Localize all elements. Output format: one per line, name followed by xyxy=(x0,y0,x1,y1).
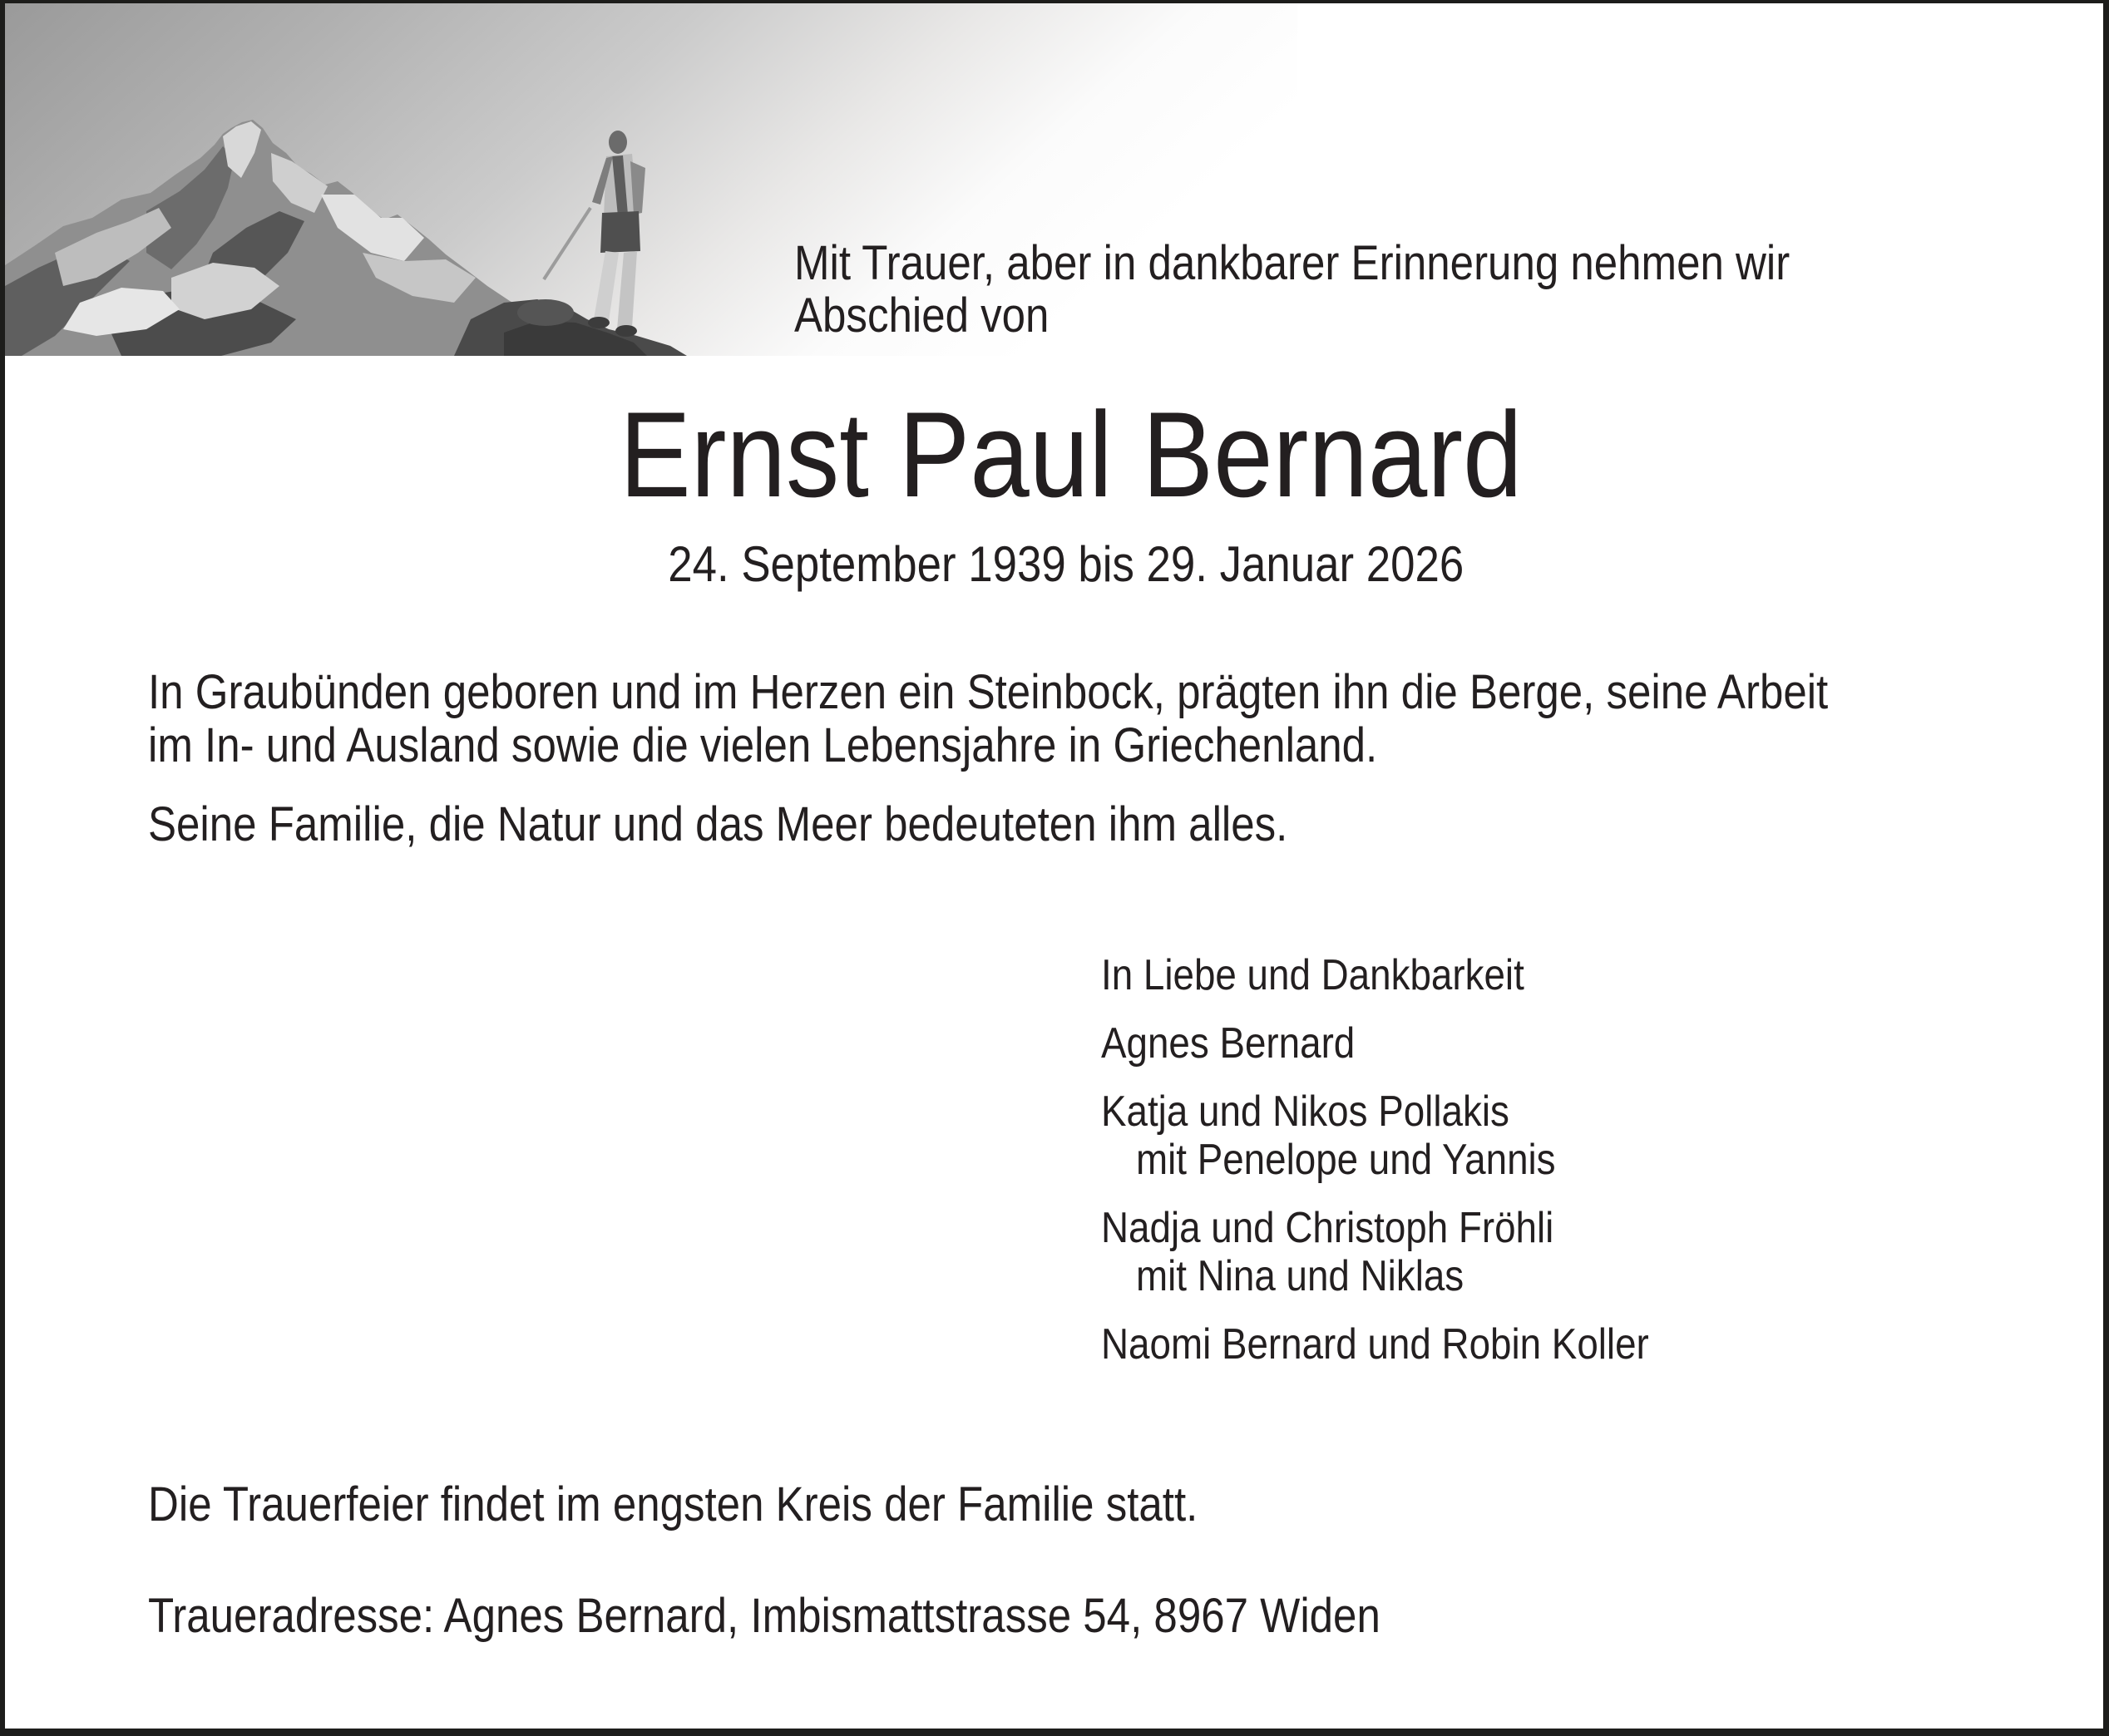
intro-line-1: Mit Trauer, aber in dankbarer Erinnerung nehmen wir xyxy=(794,236,1790,290)
life-dates: 24. September 1939 bis 29. Januar 2026 xyxy=(668,536,1464,592)
mourning-address: Traueradresse: Agnes Bernard, Imbismattstrasse 54, 8967 Widen xyxy=(148,1589,1380,1643)
hiker-right-boot xyxy=(615,325,637,337)
hiker-left-boot xyxy=(588,317,610,328)
mourners-list xyxy=(1101,951,1724,1369)
mourner-line: Naomi Bernard und Robin Koller xyxy=(1101,1320,1649,1369)
funeral-note: Die Trauerfeier findet im engsten Kreis der Familie statt. xyxy=(148,1477,1198,1531)
hiker-head xyxy=(609,131,627,154)
obituary-paragraph-2: Seine Familie, die Natur und das Meer bedeuteten ihm alles. xyxy=(148,797,1288,851)
foreground-rock xyxy=(517,299,574,326)
intro-text xyxy=(794,237,1925,342)
paragraph-line: im In- und Ausland sowie die vielen Lebensjahre in Griechenland. xyxy=(148,718,1378,772)
obituary-paragraph-1 xyxy=(148,666,2057,772)
mourner-line-indented: mit Penelope und Yannis xyxy=(1136,1136,1556,1184)
mourner-line: Nadja und Christoph Fröhli xyxy=(1101,1204,1554,1252)
mourner-line-indented: mit Nina und Niklas xyxy=(1136,1252,1464,1300)
paragraph-line: In Graubünden geboren und im Herzen ein Steinbock, prägten ihn die Berge, seine Arbeit xyxy=(148,665,1829,719)
mourner-line: Agnes Bernard xyxy=(1101,1019,1356,1068)
deceased-name: Ernst Paul Bernard xyxy=(620,387,1523,522)
hiker-shorts xyxy=(600,211,640,253)
intro-line-2: Abschied von xyxy=(794,289,1050,343)
closing-formula: In Liebe und Dankbarkeit xyxy=(1101,951,1524,999)
mourner-line: Katja und Nikos Pollakis xyxy=(1101,1087,1509,1136)
